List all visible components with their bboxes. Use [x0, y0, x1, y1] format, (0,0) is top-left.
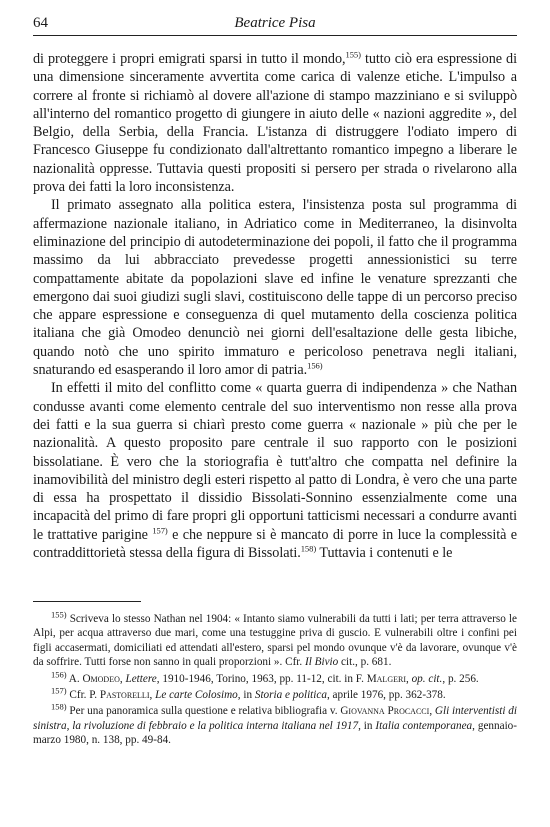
running-head: Beatrice Pisa	[234, 15, 316, 31]
footnote-text: A.	[66, 672, 83, 685]
footnote-text: ,	[405, 672, 412, 685]
footnote-ref-155: 155)	[345, 49, 361, 60]
footnote-text: , in	[358, 719, 376, 732]
page-number: 64	[33, 15, 48, 31]
footnote-title: Gli interventisti di sinistra, la rivoluzione di febbraio e la politica interna italiana nel 1917	[33, 705, 517, 732]
footnote-text: Per una panoramica sulla questione e relativa bibliografia v.	[66, 705, 341, 718]
paragraph-text: di proteggere i propri emigrati sparsi in tutto il mondo,	[33, 51, 346, 67]
footnote-number: 158)	[51, 701, 67, 712]
footnote-divider	[33, 601, 141, 602]
footnote-number: 156)	[51, 668, 67, 679]
footnote-text: ,	[429, 705, 435, 718]
footnote-text: , gennaio-marzo 1980, n. 138, pp. 49-84.	[33, 719, 518, 747]
paragraph-text: Tuttavia i contenuti e le	[316, 545, 453, 562]
footnote-number: 157)	[51, 685, 67, 696]
paragraph-text: Il primato assegnato alla politica estera, l'insistenza posta sul programma di affermazione nazionale italiano, in Adriatico come in Mediterraneo, la disinvolta eliminazione del principio di autodeterminazione dei popoli, il fatto che il programma massimo da lui abbracciato prevedesse progetti annessionistici su terre compattamente abitate da popolazioni slave ed infine le venature sprezzanti che emergono dai suoi giudizi sugli slavi, costituiscono delle tappe di un percorso preciso che appare espressione e conseguenza di quel mutamento della coscienza politica italiana che già Omodeo denunciò nei giorni dell'esaltazione delle gesta libiche, quando notò che uno spirito immaturo e pericoloso penetrava negli italiani, snaturando ed esasperando il loro amor di patria.	[33, 197, 517, 379]
footnote-text: Scriveva lo stesso Nathan nel 1904: « Intanto siamo vulnerabili da tutti i lati; per terra attraverso le Alpi, per acqua attraverso due mari, come una testuggine priva di guscio. E vulnerabili oltre i confini pei figli accasermati, domiciliati ed attendati all'estero, sparsi pel mondo ovunque v'è da lavorare, ovunque v'è da soffrire. Tutti forse non sanno in quali proporzioni ». Cfr.	[33, 613, 517, 669]
footnote-opcit: op. cit.	[411, 672, 443, 685]
footnote-author: Giovanna Procacci	[340, 705, 430, 718]
footnote-title: Le carte Colosimo	[155, 689, 238, 702]
paragraph-text: tutto ciò era espressione di una dimensione sinceramente avvertita come carica di valenze etiche. L'impulso a correre al fronte si richiamò al dovere all'azione di stampo mazziniano e si sviluppò all'interno del romantico progetto di giungere in aiuto delle « nazioni aggredite », del Belgio, della Serbia, della Francia. L'istanza di distruggere l'odiato impero di Francesco Giuseppe fu condizionato dall'altrettanto romantico impegno a liberare le nazionalità oppresse. Tuttavia questi propositi si persero per strada o rivelarono alla prova dei fatti la loro inconsistenza.	[33, 51, 517, 196]
footnote-journal: Italia contemporanea	[375, 719, 473, 732]
main-text	[33, 50, 517, 562]
footnotes	[33, 609, 518, 750]
paragraph-2	[33, 196, 517, 379]
footnote-author: Pastorelli	[99, 689, 150, 702]
footnote-text: , aprile 1976, pp. 362-378.	[326, 689, 446, 702]
page-header	[33, 13, 517, 36]
footnote-title: Il Bivio	[305, 656, 339, 669]
footnote-ref-156: 156)	[307, 360, 323, 371]
footnote-158	[33, 701, 518, 747]
footnote-155	[33, 609, 517, 670]
paragraph-1	[33, 50, 517, 196]
footnote-text: cit., p. 681.	[338, 656, 392, 669]
footnote-ref-157: 157)	[152, 524, 168, 535]
footnote-journal: Storia e politica	[254, 689, 327, 702]
footnote-156	[33, 668, 517, 686]
paragraph-3	[33, 379, 517, 562]
footnote-text: ,	[149, 689, 156, 702]
footnote-text: , 1910-1946, Torino, 1963, pp. 11-12, cit. in F.	[156, 672, 367, 685]
footnote-text: , in	[237, 689, 255, 702]
paragraph-text: e che neppure si è mancato di porre in luce la complessità e contraddittorietà stessa della figura di Bissolati.	[33, 526, 517, 562]
footnote-number: 155)	[51, 609, 67, 620]
footnote-text: , p. 256.	[442, 672, 479, 685]
footnote-title: Lettere	[125, 672, 157, 685]
footnote-157	[33, 685, 517, 702]
footnote-text: ,	[119, 672, 126, 685]
footnote-author: Malgeri	[366, 672, 406, 685]
footnote-text: Cfr. P.	[66, 689, 100, 702]
footnote-ref-158: 158)	[300, 543, 317, 554]
footnote-author: Omodeo	[82, 672, 120, 685]
paragraph-text: In effetti il mito del conflitto come « quarta guerra di indipendenza » che Nathan condusse avanti come elemento centrale del suo interventismo non resse alla prova dei fatti e la sua guerra si chiarì presto come guerra « nazionale » più che per le nazionalità. A questo proposito pare centrale il suo rapporto con le posizioni bissolatiane. È vero che la storiografia è tutt'altro che compatta nel definire la inamovibilità del ministro degli esteri rispetto al patto di Londra, è vero che una parte di essa ha prospettato il dissidio Bissolati-Sonnino essenzialmente come una incapacità del primo di fare propri gli opportuni tatticismi necessari a condurre avanti le trattative parigine	[33, 380, 517, 543]
